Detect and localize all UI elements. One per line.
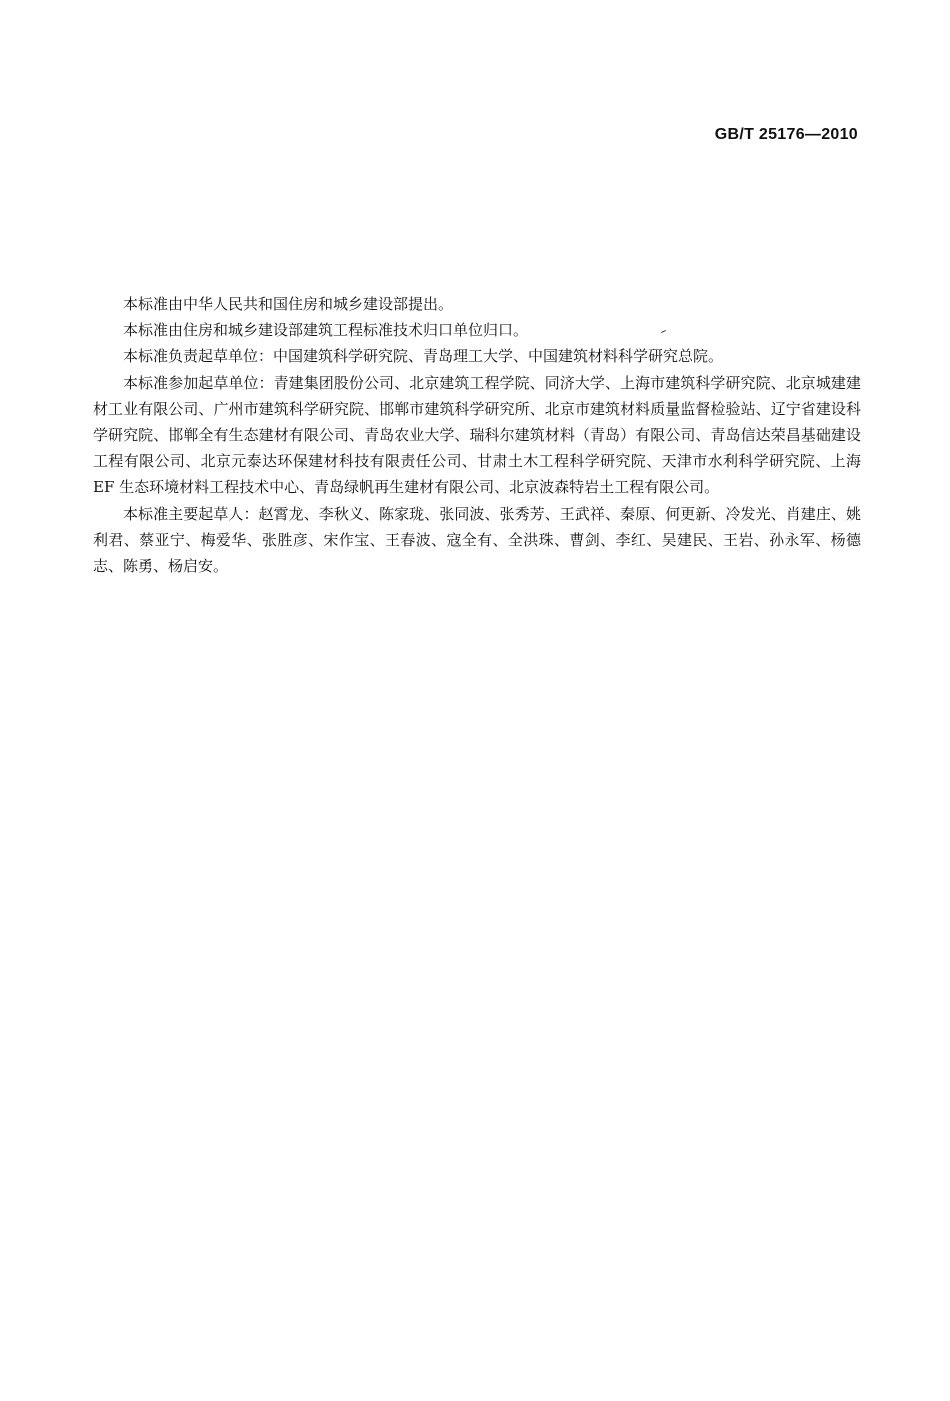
participating-drafters-paragraph: 本标准参加起草单位：青建集团股份公司、北京建筑工程学院、同济大学、上海市建筑科学研究院、北京城建建材工业有限公司、广州市建筑科学研究院、邯郸市建筑科学研究所、北京市建筑材料质量监督检验站、辽宁省建设科学研究院、邯郸全有生态建材有限公司、青岛农业大学、瑞科尔建筑材料（青岛）有限公司、青岛信达荣昌基础建设工程有限公司、北京元泰达环保建材科技有限责任公司、甘肃土木工程科学研究院、天津市水利科学研究院、上海 EF 生态环境材料工程技术中心、青岛绿帆再生建材有限公司、北京波森特岩土工程有限公司。 [93, 373, 861, 497]
administrator-paragraph: 本标准由住房和城乡建设部建筑工程标准技术归口单位归口。 [123, 321, 529, 340]
main-drafters-paragraph: 本标准主要起草人：赵霄龙、李秋义、陈家珑、张同波、张秀芳、王武祥、秦原、何更新、冷发光、肖建庄、姚利君、蔡亚宁、梅爱华、张胜彦、宋作宝、王春波、寇全有、全洪珠、曹剑、李红、吴建民、王岩、孙永军、杨德志、陈勇、杨启安。 [93, 504, 861, 576]
responsible-drafters-paragraph: 本标准负责起草单位：中国建筑科学研究院、青岛理工大学、中国建筑材料科学研究总院。 [123, 347, 724, 366]
foreword-body [93, 291, 861, 579]
standard-number: GB/T 25176—2010 [714, 126, 858, 143]
proposer-paragraph: 本标准由中华人民共和国住房和城乡建设部提出。 [123, 295, 454, 313]
